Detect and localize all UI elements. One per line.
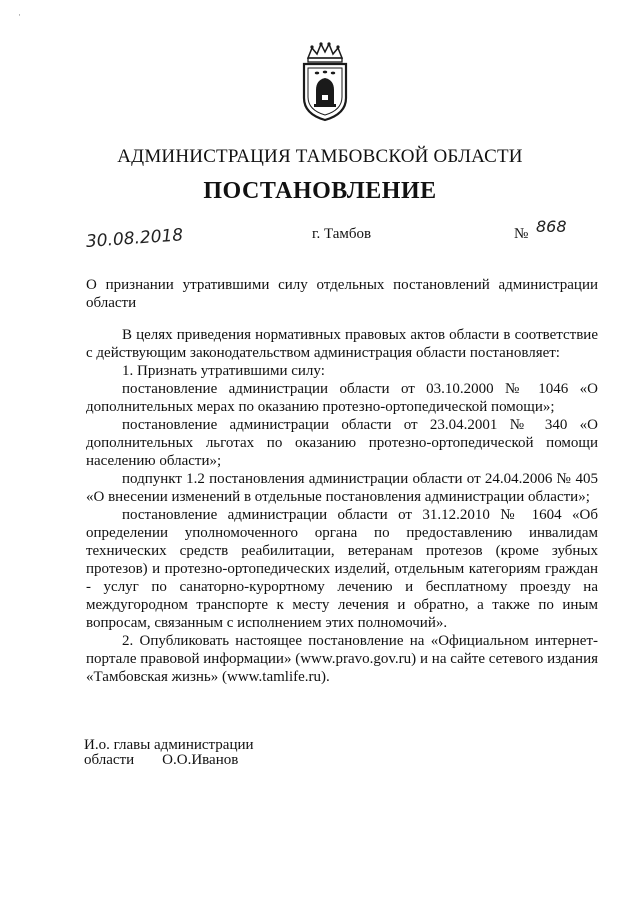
item-1-paragraph: 1. Признать утратившими силу: xyxy=(122,363,325,379)
document-type: ПОСТАНОВЛЕНИЕ xyxy=(203,178,437,204)
item-2-paragraph: 2. Опубликовать настоящее постановление на «Официальном интернет-портале правовой информации» (www.pravo.gov.ru) и на сайте сетевого издания «Тамбовская жизнь» (www.tamlife.ru). xyxy=(86,633,598,685)
document-body xyxy=(86,326,598,686)
signatory-position-line2: области xyxy=(84,752,135,768)
revoked-act-2: постановление администрации области от 23.04.2001 № 340 «О дополнительных льготах по оказанию протезно-ортопедической помощи населению области»; xyxy=(86,417,598,469)
handwritten-number: 868 xyxy=(536,217,567,236)
handwritten-date: 30.08.2018 xyxy=(85,225,184,252)
revoked-act-4: постановление администрации области от 31.12.2010 № 1604 «Об определении уполномоченного органа по предоставлению инвалидам технических средств реабилитации, ветеранам протезов (кроме зубных протезов) и протезно-ортопедических изделий, отдельным категориям граждан - услуг по санаторно-курортному лечению и бесплатному проезду на междугородном транспорте к месту лечения и обратно, а также по иным вопросам, связанным с исполнением этих полномочий». xyxy=(86,507,598,631)
signatory-line2 xyxy=(84,753,254,768)
number-label: № xyxy=(514,226,529,242)
authority-title: АДМИНИСТРАЦИЯ ТАМБОВСКОЙ ОБЛАСТИ xyxy=(117,146,523,167)
tambov-coat-of-arms-icon xyxy=(300,42,350,122)
signature-block xyxy=(84,738,254,768)
signatory-position-line1: И.о. главы администрации xyxy=(84,737,254,753)
preamble-paragraph: В целях приведения нормативных правовых актов области в соответствие с действующим законодательством администрация области постановляет: xyxy=(86,327,598,361)
revoked-act-1: постановление администрации области от 03.10.2000 № 1046 «О дополнительных мерах по оказанию протезно-ортопедической помощи»; xyxy=(86,381,598,415)
revoked-act-3: подпункт 1.2 постановления администрации области от 24.04.2006 № 405 «О внесении изменений в отдельные постановления администрации области»; xyxy=(86,471,598,505)
city: г. Тамбов xyxy=(312,226,372,242)
signatory-name: О.О.Иванов xyxy=(162,752,239,768)
corner-mark: · xyxy=(18,10,21,20)
document-subject: О признании утратившими силу отдельных постановлений администрации области xyxy=(86,277,598,311)
